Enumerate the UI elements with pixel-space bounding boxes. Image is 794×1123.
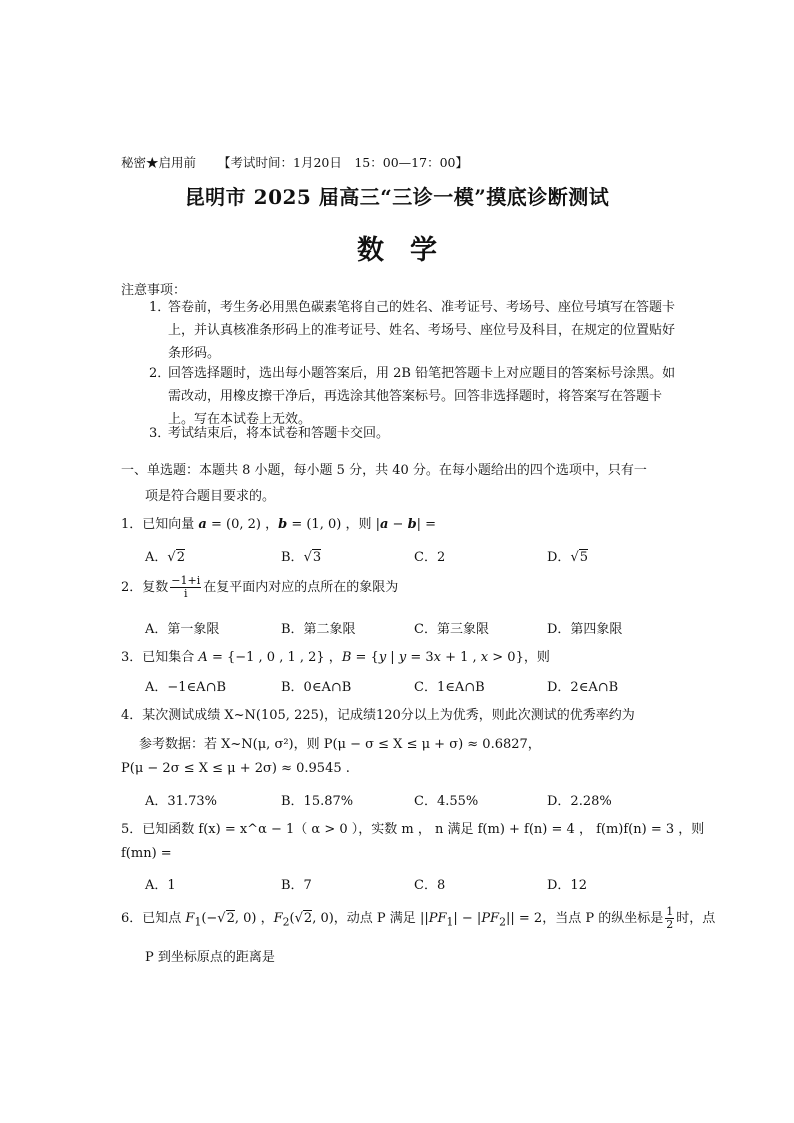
q4-option-b: B．15.87%	[281, 794, 354, 809]
question-6-cont: P 到坐标原点的距离是	[145, 950, 275, 965]
question-4-reference: 参考数据：若 X~N(μ, σ²)，则 P(μ − σ ≤ X ≤ μ + σ) ≈ 0.6827，	[139, 737, 541, 752]
q1-option-d: D．√5	[547, 550, 589, 565]
question-5-cont: f(mn) =	[121, 846, 172, 861]
section-heading-cont: 项是符合题目要求的。	[145, 489, 276, 504]
note-number: 3．	[149, 426, 171, 441]
q1-prefix: 1．已知向量	[121, 517, 195, 532]
question-5: 5．已知函数 f(x) = x^α − 1（ α > 0 ），实数 m ， n 满足 f(m) + f(n) = 4 ， f(m)f(n) = 3 ，则	[121, 822, 705, 837]
note-number: 2．	[149, 366, 171, 381]
question-2	[121, 575, 398, 600]
q4-option-c: C．4.55%	[414, 794, 479, 809]
q3-option-a: A．−1∈A∩B	[145, 680, 227, 695]
notes-heading: 注意事项：	[121, 283, 187, 298]
note-item	[149, 296, 679, 365]
subject-title: 数学	[357, 235, 463, 266]
question-6: 6．已知点 $F_1(-√2$, 0) ，$F_2(√2$, 0)，动点 P 满足 $||PF_1| - |PF_2|| = 2$，当点 P 的纵坐标是 $\frac{1}{2}$ 时，点	[121, 905, 716, 931]
section-heading: 一、单选题：本题共 8 小题，每小题 5 分，共 40 分。在每小题给出的四个选项中，只有一	[121, 463, 647, 478]
q5-option-a: A．1	[145, 878, 176, 893]
q2-prefix: 2．复数	[121, 580, 169, 595]
q6-part1: 6．已知点	[121, 911, 182, 926]
exam-header	[121, 153, 468, 171]
q6-part2: ，动点 P 满足	[333, 911, 416, 926]
note-item	[149, 362, 679, 431]
note-text: 考试结束后，将本试卷和答题卡交回。	[168, 426, 390, 441]
q4-option-a: A．31.73%	[145, 794, 217, 809]
q3-suffix: ，则	[523, 650, 550, 665]
q6-part3: ，当点 P 的纵坐标是	[542, 911, 664, 926]
q2-option-b: B．第二象限	[281, 622, 356, 637]
q3-option-c: C．1∈A∩B	[414, 680, 485, 695]
q2-option-a: A．第一象限	[145, 622, 220, 637]
question-4: 4．某次测试成绩 X~N(105, 225)，记成绩120分以上为优秀，则此次测试的优秀率约为	[121, 708, 635, 723]
note-text: 答卷前，考生务必用黑色碳素笔将自己的姓名、准考证号、考场号、座位号填写在答题卡上，并认真核准条形码上的准考证号、姓名、考场号、座位号及科目，在规定的位置贴好条形码。	[168, 300, 676, 361]
q5-option-b: B．7	[281, 878, 312, 893]
q1-option-b: B．√3	[281, 550, 322, 565]
q5-option-d: D．12	[547, 878, 587, 893]
exam-title: 昆明市 2025 届高三“三诊一模”摸底诊断测试	[184, 185, 610, 209]
exam-time: 【考试时间：1月20日 15：00—17：00】	[218, 155, 468, 170]
note-item	[149, 422, 679, 445]
question-1: 1．已知向量 a = (0, 2) ，b = (1, 0) ，则 |a − b| =	[121, 517, 437, 532]
q4-option-d: D．2.28%	[547, 794, 612, 809]
q1-option-c: C．2	[414, 550, 446, 565]
q5-option-c: C．8	[414, 878, 446, 893]
note-text: 回答选择题时，选出每小题答案后，用 2B 铅笔把答题卡上对应题目的答案标号涂黑。如需改动，用橡皮擦干净后，再选涂其他答案标号。回答非选择题时，将答案写在答题卡上。写在本试卷上无效。	[168, 366, 676, 427]
q2-suffix: 在复平面内对应的点所在的象限为	[203, 580, 399, 595]
note-number: 1．	[149, 300, 171, 315]
q6-fraction: $\frac{1}{2}$	[666, 905, 674, 931]
q2-fraction: $\frac{-1+i}{i}$	[171, 574, 201, 600]
q3-prefix: 3．已知集合	[121, 650, 195, 665]
q3-option-d: D．2∈A∩B	[547, 680, 619, 695]
q2-option-c: C．第三象限	[414, 622, 489, 637]
q2-option-d: D．第四象限	[547, 622, 623, 637]
q3-option-b: B．0∈A∩B	[281, 680, 352, 695]
q1-option-a: A．√2	[145, 550, 185, 565]
question-3: 3．已知集合 A = {−1 , 0 , 1 , 2} ，B = {y | y = 3x + 1 , x > 0}，则	[121, 650, 550, 665]
q6-part4: 时，点	[676, 911, 716, 926]
secret-label: 秘密★启用前	[121, 155, 197, 170]
question-4-reference-cont: P(μ − 2σ ≤ X ≤ μ + 2σ) ≈ 0.9545 .	[121, 761, 350, 776]
